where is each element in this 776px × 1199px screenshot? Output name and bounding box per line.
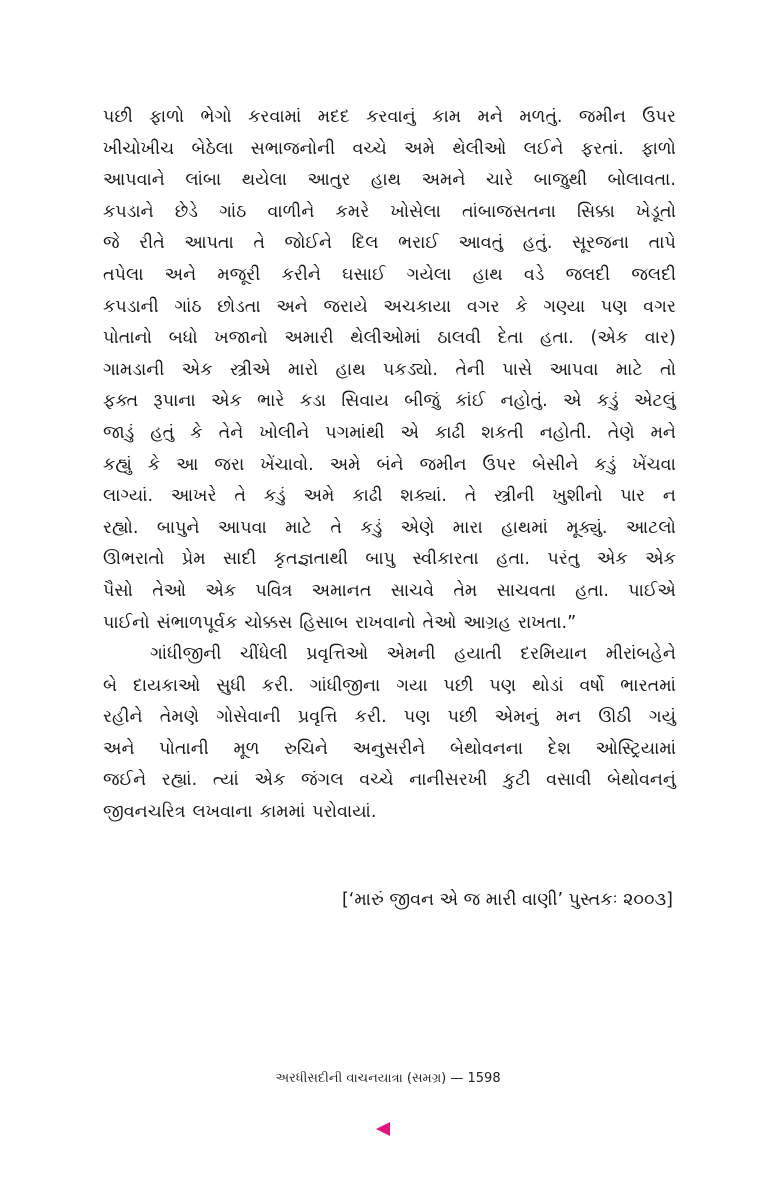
text-line: બે દાયકાઓ સુધી કરી. ગાંધીજીના ગયા પછી પણ થોડાં વર્ષો ભારતમાં xyxy=(103,675,676,696)
text-line: જાડું હતું કે તેને ખોલીને પગમાંથી એ કાઢી શકતી નહોતી. તેણે મને xyxy=(103,422,676,443)
source-citation: [‘મારું જીવન એ જ મારી વાણી’ પુસ્તકઃ ૨૦૦૩] xyxy=(341,890,673,910)
text-line: જે રીતે આપતા તે જોઈને દિલ ભરાઈ આવતું હતું. સૂરજના તાપે xyxy=(103,233,676,254)
text-line: પૈસો તેઓ એક પવિત્ર અમાનત સાચવે તેમ સાચવતા હતા. પાઈએ xyxy=(103,580,676,601)
text-line: પછી ફાળો ભેગો કરવામાં મદદ કરવાનું કામ મને મળતું. જમીન ઉપર xyxy=(103,107,676,127)
text-line: આપવાને લાંબા થયેલા આતુર હાથ અમને ચારે બાજુથી બોલાવતા. xyxy=(103,170,676,191)
text-line: લાગ્યાં. આખરે તે કડું અમે કાઢી શક્યાં. તે સ્ત્રીની ખુશીનો પાર ન xyxy=(103,486,676,507)
text-line: જઈને રહ્યાં. ત્યાં એક જંગલ વચ્ચે નાનીસરખી કુટી વસાવી બેથોવનનું xyxy=(103,770,676,791)
text-line: કપડાની ગાંઠ છોડતા અને જરાયે અચકાયા વગર કે ગણ્યા પણ વગર xyxy=(103,296,676,317)
text-line: તપેલા અને મજૂરી કરીને ઘસાઈ ગયેલા હાથ વડે જલદી જલદી xyxy=(103,264,676,285)
paragraph xyxy=(103,102,676,639)
text-line: રહ્યો. બાપુને આપવા માટે તે કડું એણે મારા હાથમાં મૂક્યું. આટલો xyxy=(103,517,676,538)
previous-page-arrow-icon[interactable] xyxy=(376,1122,390,1136)
text-line: ગામડાની એક સ્ત્રીએ મારો હાથ પકડ્યો. તેની પાસે આપવા માટે તો xyxy=(103,359,676,380)
text-line: ઊભરાતો પ્રેમ સાદી કૃતજ્ઞતાથી બાપુ સ્વીકારતા હતા. પરંતુ એક એક xyxy=(103,549,676,570)
text-line: રહીને તેમણે ગોસેવાની પ્રવૃત્તિ કરી. પણ પછી એમનું મન ઊઠી ગયું xyxy=(103,707,676,728)
text-line: ખીચોખીચ બેઠેલા સભાજનોની વચ્ચે અમે થેલીઓ લઈને ફરતાં. ફાળો xyxy=(103,138,676,159)
body-text xyxy=(103,102,676,829)
paragraph xyxy=(103,639,676,829)
text-line: જીવનચરિત્ર લખવાના કામમાં પરોવાયાં. xyxy=(103,802,377,823)
text-line: કહ્યું કે આ જરા ખેંચાવો. અમે બંને જમીન ઉપર બેસીને કડું ખેંચવા xyxy=(103,454,676,475)
text-line: પોતાનો બધો ખજાનો અમારી થેલીઓમાં ઠાલવી દેતા હતા. (એક વાર) xyxy=(103,328,676,349)
text-line: પાઈનો સંભાળપૂર્વક ચોક્કસ હિસાબ રાખવાનો તેઓ આગ્રહ રાખતા.” xyxy=(103,612,577,633)
page-footer: અરધીસદીની વાચનયાત્રા (સમગ્ર) — 1598 xyxy=(275,1071,501,1086)
text-line: ગાંધીજીની ચીંધેલી પ્રવૃત્તિઓ એમની હયાતી દરમિયાન મીરાંબહેને xyxy=(150,644,676,665)
text-line: કપડાને છેડે ગાંઠ વાળીને કમરે ખોસેલા તાંબાજસતના સિક્કા ખેડૂતો xyxy=(103,201,676,222)
text-line: અને પોતાની મૂળ રુચિને અનુસરીને બેથોવનના દેશ ઓસ્ટ્રિયામાં xyxy=(103,738,676,759)
text-line: ફક્ત રૂપાના એક ભારે કડા સિવાય બીજું કાંઈ નહોતું. એ કડું એટલું xyxy=(103,391,676,412)
